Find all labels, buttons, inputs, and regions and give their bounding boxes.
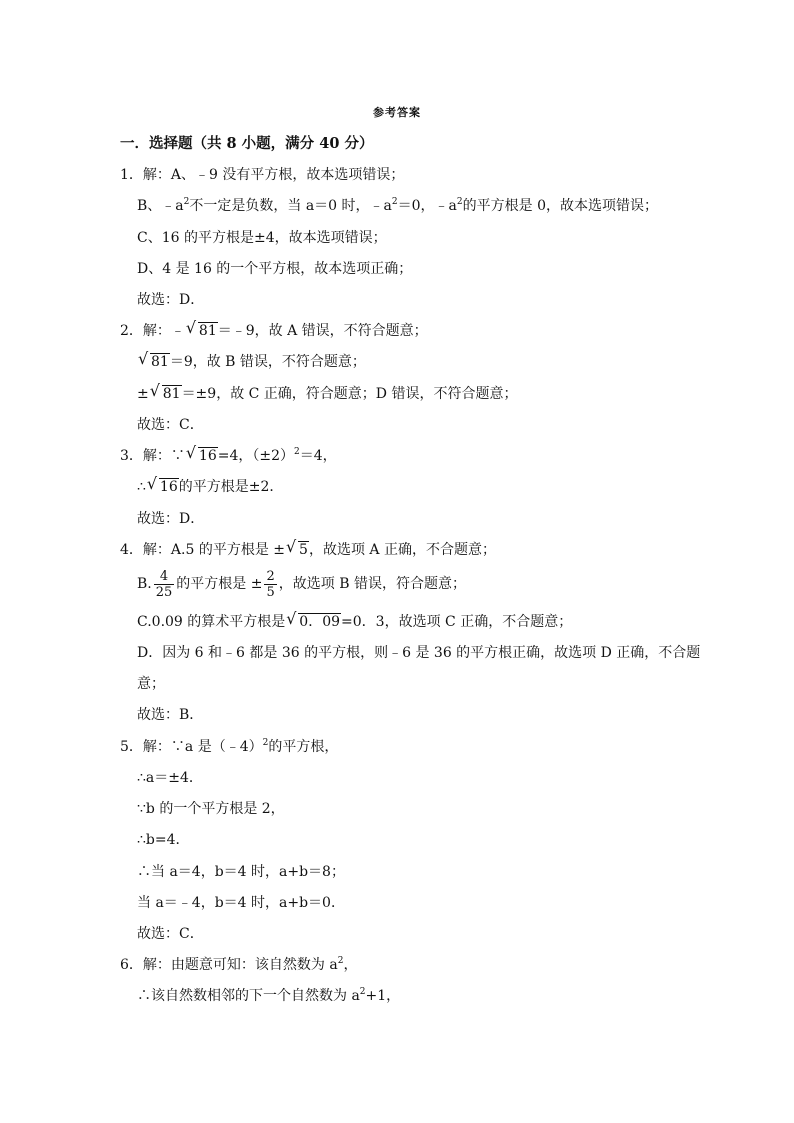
q4-line-3 bbox=[137, 612, 572, 632]
q5-number: 5． bbox=[120, 739, 143, 755]
sqrt-symbol bbox=[186, 321, 218, 341]
q1-b-sup1: 2 bbox=[183, 197, 190, 207]
q4-l1-text: ，故选项 A 正确，不合题意； bbox=[308, 542, 496, 558]
q4-line-4: D．因为 6 和﹣6 都是 36 的平方根，则﹣6 是 36 的平方根正确，故选项 D 正确，不合题 bbox=[137, 645, 701, 661]
q1-option-d: D、4 是 16 的一个平方根，故本选项正确； bbox=[137, 261, 413, 277]
section-heading: 一．选择题（共 8 小题，满分 40 分） bbox=[120, 135, 374, 152]
q3-l2-text: 的平方根是±2． bbox=[178, 479, 284, 495]
q4-line-1 bbox=[120, 540, 496, 560]
frac-numerator: 4 bbox=[159, 568, 169, 584]
q5-line-4: ∴b=4． bbox=[137, 832, 190, 848]
q2-l1-radicand: 81 bbox=[198, 323, 217, 339]
fraction bbox=[264, 569, 276, 600]
q2-l2-radicand: 81 bbox=[151, 354, 169, 370]
q4-l3-prefix: C.0.09 的算术平方根是 bbox=[137, 614, 286, 630]
page-title: 参考答案 bbox=[373, 106, 421, 119]
q5-line-3: ∵b 的一个平方根是 2， bbox=[137, 801, 285, 817]
q1-b-sup2: 2 bbox=[391, 197, 398, 207]
q5-answer: 故选：C． bbox=[137, 926, 204, 942]
q5-line-1 bbox=[120, 737, 338, 757]
q5-l1-prefix: 解：∵a 是（﹣4） bbox=[142, 739, 263, 755]
frac-denominator: 25 bbox=[155, 584, 173, 600]
q1-answer: 故选：D． bbox=[137, 292, 205, 308]
frac-numerator: 2 bbox=[266, 568, 275, 584]
q6-l1-sup: 2 bbox=[337, 956, 344, 966]
q1-option-a: 解：A、﹣9 没有平方根，故本选项错误； bbox=[142, 167, 405, 183]
sqrt-symbol bbox=[147, 477, 179, 497]
q2-l1-text: ＝﹣9，故 A 错误，不符合题意； bbox=[217, 323, 428, 339]
q2-l3-text: ＝±9，故 C 正确，符合题意；D 错误，不符合题意； bbox=[181, 386, 518, 402]
q3-number: 3． bbox=[120, 448, 143, 464]
q4-l2-prefix: B. bbox=[137, 576, 152, 592]
q1-b-text4: 的平方根是 0，故本选项错误； bbox=[462, 198, 658, 214]
q2-number: 2． bbox=[120, 323, 143, 339]
q4-line-5: 意； bbox=[137, 676, 165, 692]
q6-line-2 bbox=[137, 986, 400, 1006]
q4-l3-radicand: 0．09 bbox=[299, 614, 341, 630]
q2-l2-text: ＝9，故 B 错误，不符合题意； bbox=[169, 354, 366, 370]
q5-l1-text: 的平方根， bbox=[268, 739, 339, 755]
q6-l1-text: ， bbox=[343, 957, 358, 973]
q2-line-1 bbox=[120, 321, 428, 341]
q3-l1-sup: 2 bbox=[294, 447, 300, 457]
q1-b-sup3: 2 bbox=[456, 197, 463, 207]
sqrt-symbol bbox=[150, 384, 182, 404]
q2-answer: 故选：C． bbox=[137, 417, 204, 433]
q6-number: 6． bbox=[120, 957, 143, 973]
q1-line-a bbox=[120, 165, 404, 185]
q2-l3-radicand: 81 bbox=[162, 386, 181, 402]
q1-b-text3: ＝0，﹣a bbox=[397, 198, 457, 214]
q4-l3-text: =0．3，故选项 C 正确，不合题意； bbox=[341, 614, 573, 630]
sqrt-symbol bbox=[286, 612, 341, 632]
q3-line-2 bbox=[137, 477, 283, 497]
q2-l3-prefix: ± bbox=[137, 386, 149, 402]
q4-l1-prefix: 解：A.5 的平方根是 ± bbox=[142, 542, 286, 558]
q5-line-2: ∴a＝±4． bbox=[137, 770, 203, 786]
q1-b-text2: 不一定是负数，当 a＝0 时，﹣a bbox=[189, 198, 392, 214]
q4-l2-text: 的平方根是 ± bbox=[176, 576, 263, 592]
q3-l2-prefix: ∴ bbox=[137, 479, 146, 495]
q1-b-text1: B、﹣a bbox=[137, 198, 184, 214]
q2-line-2 bbox=[137, 352, 366, 372]
q3-l2-radicand: 16 bbox=[159, 479, 178, 495]
q4-number: 4． bbox=[120, 542, 143, 558]
q4-answer: 故选：B． bbox=[137, 707, 204, 723]
q1-number: 1． bbox=[120, 167, 143, 183]
sqrt-symbol bbox=[138, 352, 170, 372]
q3-l1-radicand: 16 bbox=[198, 448, 217, 464]
sqrt-symbol bbox=[186, 446, 218, 466]
q2-line-3 bbox=[137, 384, 518, 404]
q1-option-c: C、16 的平方根是±4，故本选项错误； bbox=[137, 230, 387, 246]
q3-answer: 故选：D． bbox=[137, 511, 205, 527]
q5-line-6: 当 a＝﹣4，b＝4 时，a+b＝0． bbox=[137, 895, 345, 911]
q6-line-1 bbox=[120, 955, 357, 975]
q6-l1-prefix: 解：由题意可知：该自然数为 a bbox=[142, 957, 338, 973]
q4-l2-end: ，故选项 B 错误，符合题意； bbox=[278, 576, 466, 592]
q3-l1-prefix: 解：∵ bbox=[142, 448, 185, 464]
q3-l1-end: ＝4， bbox=[299, 448, 337, 464]
q3-line-1 bbox=[120, 446, 337, 466]
frac-denominator: 5 bbox=[266, 584, 275, 600]
q6-l2-prefix: ∴该自然数相邻的下一个自然数为 a bbox=[137, 988, 360, 1004]
q4-l1-radicand: 5 bbox=[299, 542, 308, 558]
q3-l1-text: =4，（±2） bbox=[217, 448, 295, 464]
q2-l1-prefix: 解：﹣ bbox=[142, 323, 185, 339]
q5-line-5: ∴当 a＝4，b＝4 时，a+b＝8； bbox=[137, 864, 345, 880]
q6-l2-text: +1， bbox=[365, 988, 401, 1004]
q4-line-2 bbox=[137, 567, 466, 601]
fraction bbox=[154, 569, 175, 600]
q6-l2-sup: 2 bbox=[359, 987, 366, 997]
q1-option-b bbox=[137, 196, 658, 216]
sqrt-symbol bbox=[286, 540, 309, 560]
q5-l1-sup: 2 bbox=[262, 738, 269, 748]
